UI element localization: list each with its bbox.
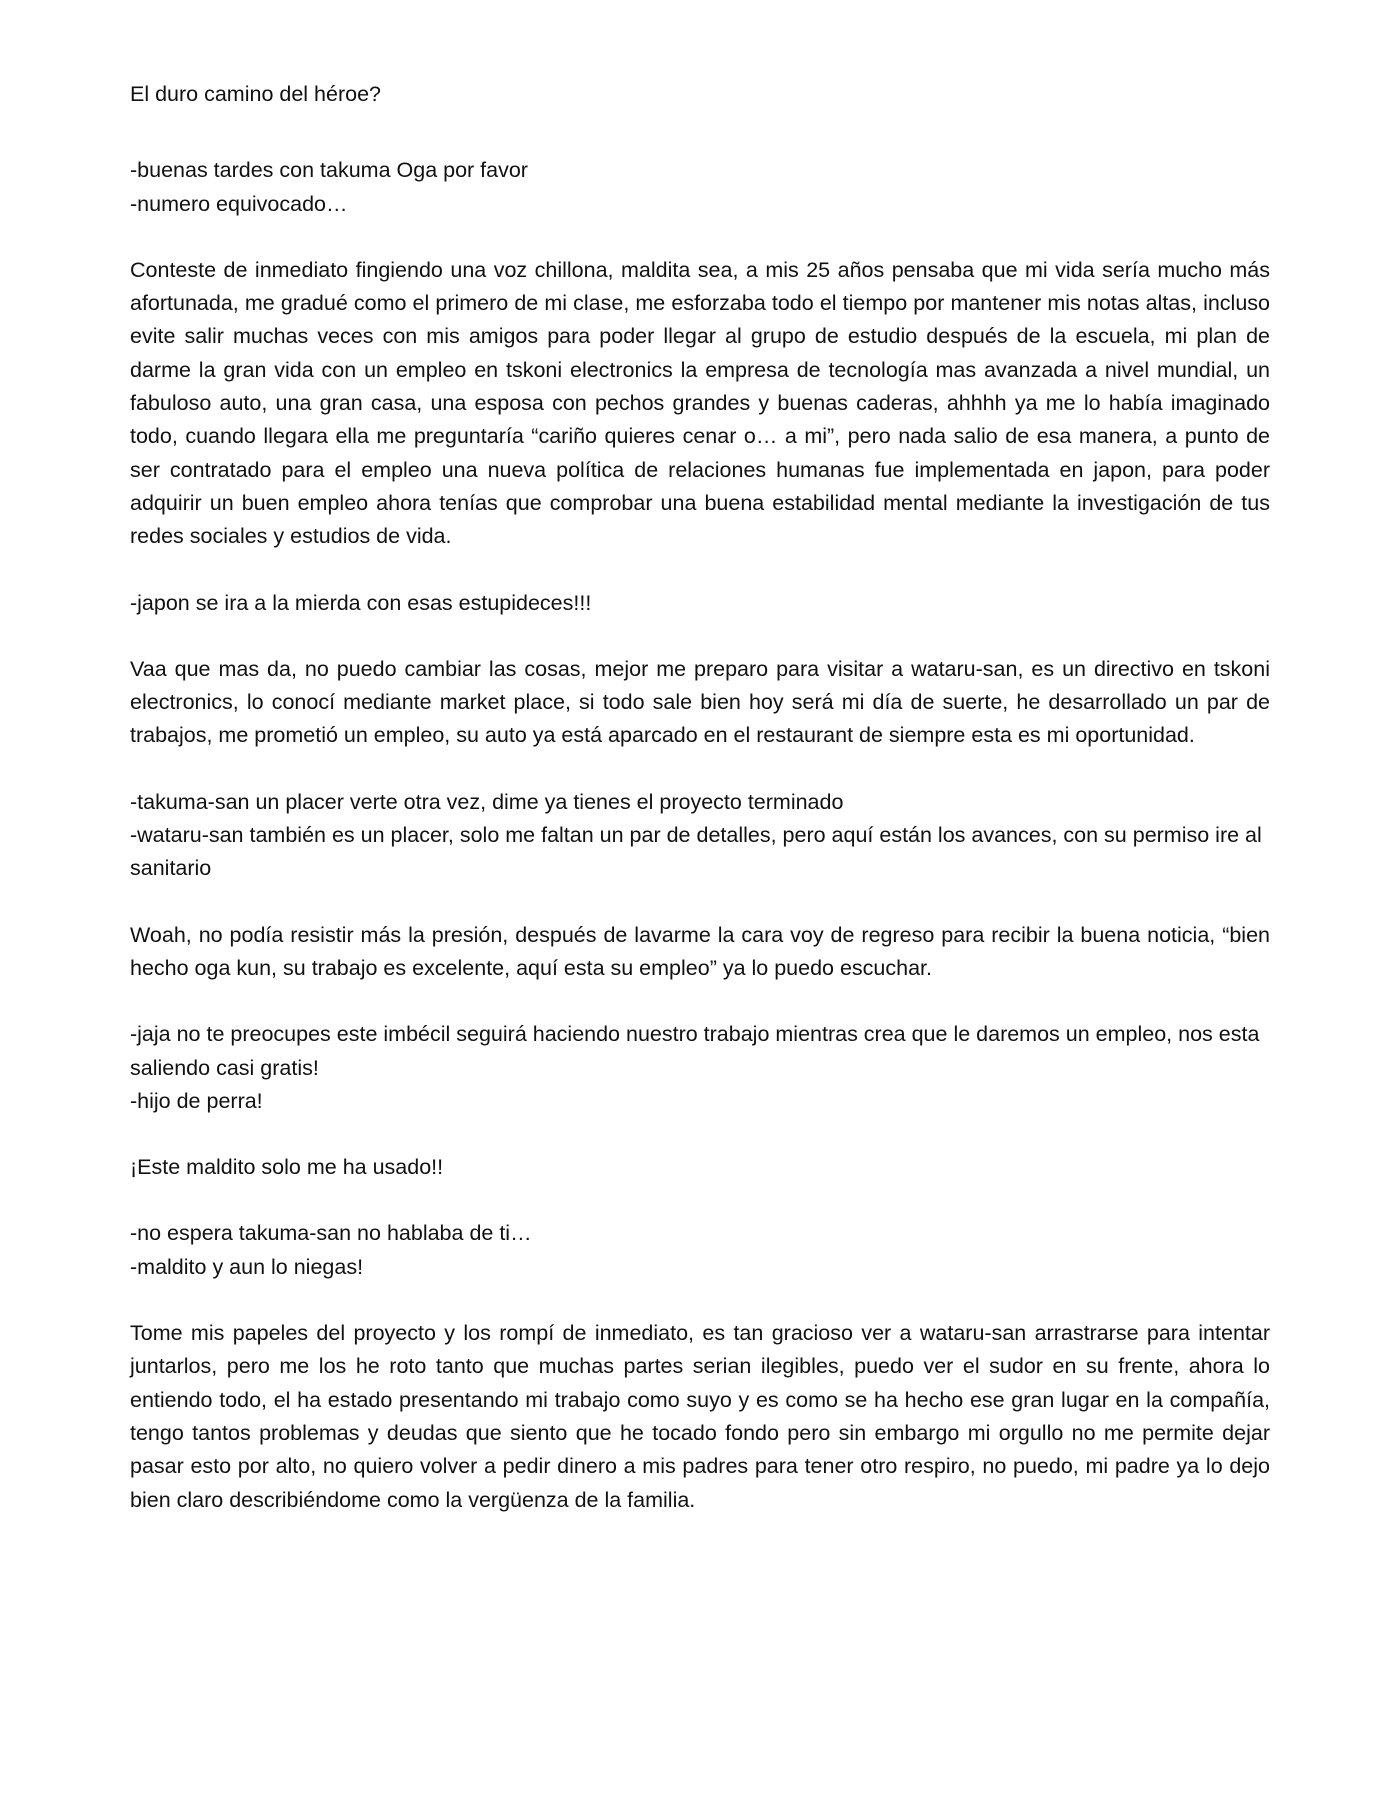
narrative-paragraph-2: Vaa que mas da, no puedo cambiar las cosas, mejor me preparo para visitar a wataru-san, es un directivo en tskoni electronics, lo conocí mediante market place, si todo sale bien hoy será mi día de suerte, he desarrollado un par de trabajos, me prometió un empleo, su auto ya está aparcado en el restaurant de siempre esta es mi oportunidad.	[130, 656, 1270, 748]
dialogue-line: -no espera takuma-san no hablaba de ti…	[130, 1221, 532, 1246]
dialogue-line: -hijo de perra!	[130, 1088, 263, 1113]
document-page	[130, 78, 1270, 1550]
narrative-paragraph-4: Tome mis papeles del proyecto y los rompí de inmediato, es tan gracioso ver a wataru-san arrastrarse para intentar juntarlos, pero me los he roto tanto que muchas partes serian ilegibles, puedo ver el sudor en su frente, ahora lo entiendo todo, el ha estado presentando mi trabajo como suyo y es como se ha hecho ese gran lugar en la compañía, tengo tantos problemas y deudas que siento que he tocado fondo pero sin embargo mi orgullo no me permite dejar pasar esto por alto, no quiero volver a pedir dinero a mis padres para tener otro respiro, no puedo, mi padre ya lo dejo bien claro describiéndome como la vergüenza de la familia.	[130, 1321, 1270, 1512]
dialogue-line: -buenas tardes con takuma Oga por favor	[130, 158, 528, 183]
dialogue-block-1	[130, 154, 1270, 221]
dialogue-block-4	[130, 1018, 1270, 1118]
dialogue-block-5	[130, 1217, 1270, 1284]
dialogue-line: -maldito y aun lo niegas!	[130, 1254, 364, 1279]
story-title: El duro camino del héroe?	[130, 82, 381, 106]
exclamation-line-block	[130, 1151, 1270, 1184]
narrative-paragraph-3: Woah, no podía resistir más la presión, después de lavarme la cara voy de regreso para recibir la buena noticia, “bien hecho oga kun, su trabajo es excelente, aquí esta su empleo” ya lo puedo escuchar.	[130, 922, 1270, 980]
dialogue-line: -numero equivocado…	[130, 191, 348, 216]
exclamation-line: ¡Este maldito solo me ha usado!!	[130, 1155, 444, 1180]
dialogue-line: -wataru-san también es un placer, solo me faltan un par de detalles, pero aquí están los avances, con su permiso ire al sanitario	[130, 823, 1262, 881]
narrative-paragraph-1: Conteste de inmediato fingiendo una voz chillona, maldita sea, a mis 25 años pensaba que mi vida sería mucho más afortunada, me gradué como el primero de mi clase, me esforzaba todo el tiempo por mantener mis notas altas, incluso evite salir muchas veces con mis amigos para poder llegar al grupo de estudio después de la escuela, mi plan de darme la gran vida con un empleo en tskoni electronics la empresa de tecnología mas avanzada a nivel mundial, un fabuloso auto, una gran casa, una esposa con pechos grandes y buenas caderas, ahhhh ya me lo había imaginado todo, cuando llegara ella me preguntaría “cariño quieres cenar o… a mi”, pero nada salio de esa manera, a punto de ser contratado para el empleo una nueva política de relaciones humanas fue implementada en japon, para poder adquirir un buen empleo ahora tenías que comprobar una buena estabilidad mental mediante la investigación de tus redes sociales y estudios de vida.	[130, 257, 1270, 549]
dialogue-line: -japon se ira a la mierda con esas estupideces!!!	[130, 590, 592, 615]
dialogue-line: -jaja no te preocupes este imbécil seguirá haciendo nuestro trabajo mientras crea que le daremos un empleo, nos esta saliendo casi gratis!	[130, 1022, 1260, 1080]
dialogue-block-2	[130, 587, 1270, 620]
dialogue-line: -takuma-san un placer verte otra vez, dime ya tienes el proyecto terminado	[130, 789, 844, 814]
dialogue-block-3	[130, 786, 1270, 886]
